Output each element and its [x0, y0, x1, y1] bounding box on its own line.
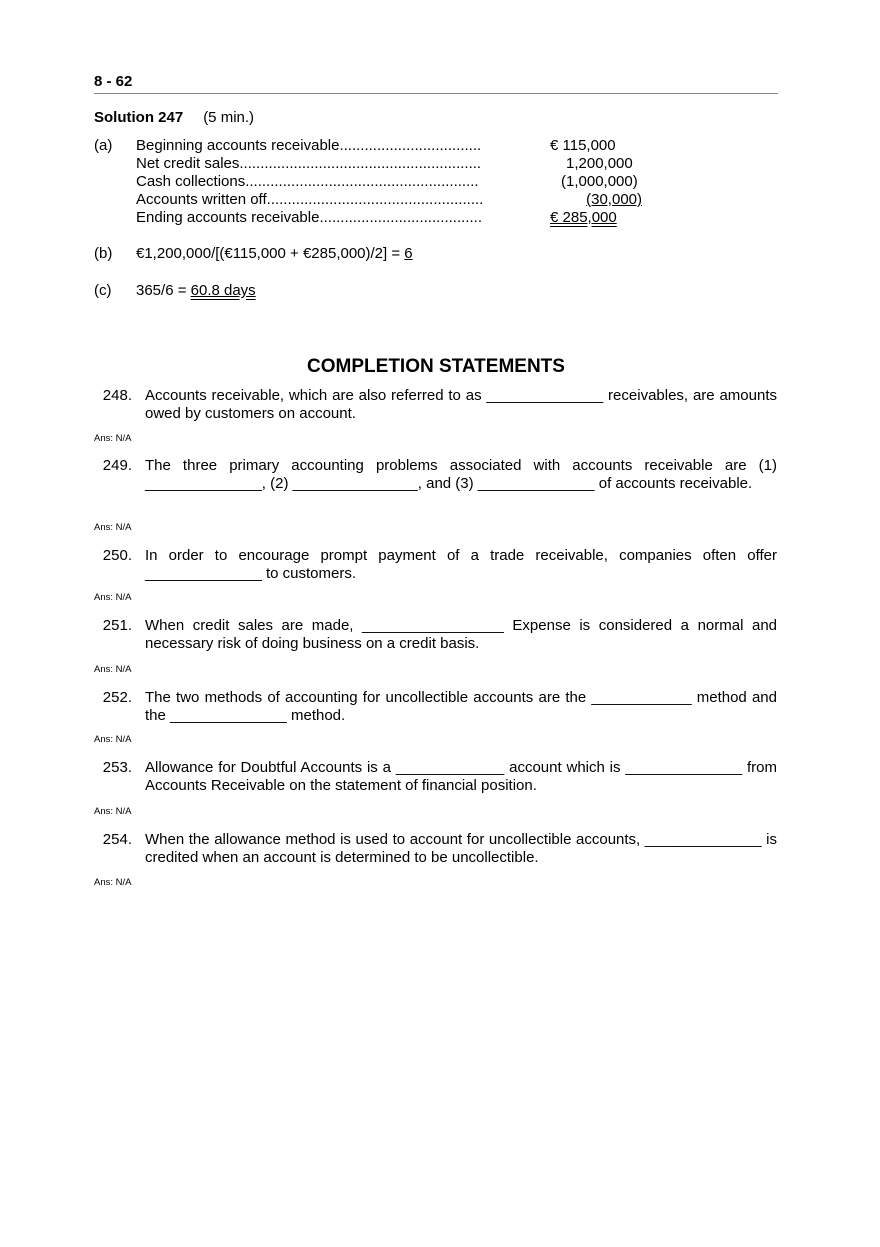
part-c-formula	[136, 282, 256, 299]
answer-note: Ans: N/A	[94, 877, 132, 888]
part-a-label: (a)	[94, 137, 113, 154]
question-number: 254.	[102, 831, 132, 848]
ledger-row-label: Ending accounts receivable.......................................	[136, 209, 482, 226]
solution-title: Solution 247	[94, 109, 184, 126]
ledger-row-amount: (1,000,000)	[561, 173, 638, 190]
part-c-text: 365/6 =	[136, 282, 191, 299]
question-text: Allowance for Doubtful Accounts is a _____________ account which is ______________ from Accounts Receivable on the statement of financial position.	[145, 759, 777, 794]
page-number: 8 - 62	[94, 73, 133, 90]
part-c-answer: 60.8 days	[190, 282, 256, 299]
question-number: 251.	[102, 617, 132, 634]
ledger-row-amount: € 285,000	[550, 209, 617, 226]
answer-note: Ans: N/A	[94, 522, 132, 533]
question-text: The three primary accounting problems associated with accounts receivable are (1) ______________, (2) _______________, and (3) ______________ of accounts receivable.	[145, 457, 777, 492]
ledger-row-label: Accounts written off....................................................	[136, 191, 484, 208]
ledger-row-label: Beginning accounts receivable..................................	[136, 137, 482, 154]
part-b-label: (b)	[94, 245, 113, 262]
answer-note: Ans: N/A	[94, 806, 132, 817]
ledger-row-label: Cash collections........................................................	[136, 173, 479, 190]
answer-note: Ans: N/A	[94, 664, 132, 675]
answer-note: Ans: N/A	[94, 734, 132, 745]
question-number: 249.	[102, 457, 132, 474]
part-b-answer: 6	[404, 245, 413, 262]
answer-note: Ans: N/A	[94, 592, 132, 603]
question-number: 253.	[102, 759, 132, 776]
header-divider	[94, 93, 778, 94]
solution-heading	[94, 109, 254, 126]
section-title: COMPLETION STATEMENTS	[307, 356, 565, 377]
question-text: When credit sales are made, _________________ Expense is considered a normal and necessary risk of doing business on a credit basis.	[145, 617, 777, 652]
part-b-text: €1,200,000/[(€115,000 + €285,000)/2] =	[136, 245, 405, 262]
question-number: 252.	[102, 689, 132, 706]
question-text: The two methods of accounting for uncollectible accounts are the ____________ method and the ______________ method.	[145, 689, 777, 724]
part-b-formula	[136, 245, 413, 262]
question-text: When the allowance method is used to account for uncollectible accounts, ______________ is credited when an account is determined to be uncollectible.	[145, 831, 777, 866]
question-number: 248.	[102, 387, 132, 404]
ledger-row-amount: (30,000)	[586, 191, 642, 208]
ledger-row-amount: 1,200,000	[566, 155, 633, 172]
part-c-label: (c)	[94, 282, 112, 299]
question-text: Accounts receivable, which are also referred to as ______________ receivables, are amounts owed by customers on account.	[145, 387, 777, 422]
question-text: In order to encourage prompt payment of a trade receivable, companies often offer ______________ to customers.	[145, 547, 777, 582]
ledger-row-label: Net credit sales..........................................................	[136, 155, 482, 172]
ledger-row-amount: € 115,000	[550, 137, 616, 154]
solution-time: (5 min.)	[203, 109, 255, 126]
question-number: 250.	[102, 547, 132, 564]
answer-note: Ans: N/A	[94, 433, 132, 444]
